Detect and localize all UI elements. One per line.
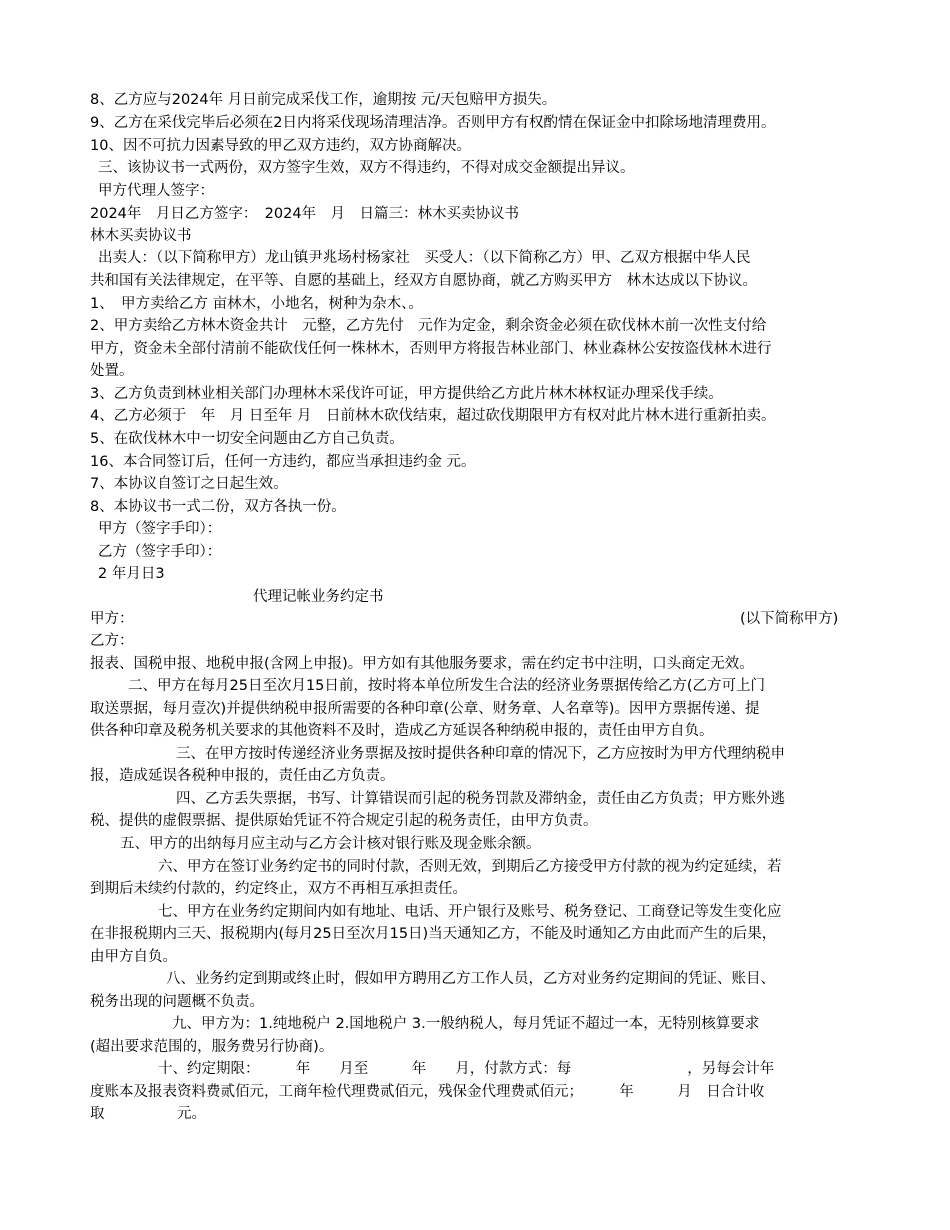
text-line: 三、该协议书一式两份，双方签字生效，双方不得违约，不得对成交金额提出异议。 (98, 160, 635, 176)
text-line: 2、甲方卖给乙方林木资金共计 元整，乙方先付 元作为定金，剩余资金必须在砍伐林木前一次性支付给 (90, 318, 767, 334)
section-title: 代理记帐业务约定书 (253, 589, 384, 605)
party-a-label: 甲方： (90, 611, 134, 627)
text-line: 供各种印章及税务机关要求的其他资料不及时，造成乙方延误各种纳税申报的，责任由甲方自负。 (90, 723, 714, 739)
text-line: 由甲方自负。 (90, 949, 177, 965)
text-line: 2 年月日3 (98, 566, 165, 582)
text-line: 取 元。 (90, 1106, 206, 1122)
text-line: 5、在砍伐林木中一切安全问题由乙方自己负责。 (90, 431, 404, 447)
text-line: 10、因不可抗力因素导致的甲乙双方违约，双方协商解决。 (90, 138, 471, 154)
party-a-abbreviation: (以下简称甲方) (740, 611, 839, 627)
text-line: 林木买卖协议书 (90, 228, 192, 244)
text-line: 甲方，资金未全部付清前不能砍伐任何一株林木，否则甲方将报告林业部门、林业森林公安按盗伐林木进行 (90, 341, 772, 357)
text-line: 到期后未续约付款的，约定终止，双方不再相互承担责任。 (90, 881, 467, 897)
text-line: 8、乙方应与2024年 月日前完成采伐工作，逾期按 元/天包赔甲方损失。 (90, 92, 557, 108)
text-line: 九、甲方为：1.纯地税户 2.国地税户 3.一般纳税人，每月凭证不超过一本，无特别核算要求 (172, 1016, 760, 1032)
text-line: (超出要求范围的，服务费另行协商)。 (90, 1039, 334, 1055)
text-line: 六、甲方在签订业务约定书的同时付款，否则无效，到期后乙方接受甲方付款的视为约定延续，若 (158, 859, 782, 875)
text-line: 乙方（签字手印）： (98, 544, 222, 560)
text-line: 报表、国税申报、地税申报(含网上申报)。甲方如有其他服务要求，需在约定书中注明，口头商定无效。 (90, 656, 754, 672)
text-line: 税、提供的虚假票据、提供原始凭证不符合规定引起的税务责任，由甲方负责。 (90, 813, 598, 829)
text-line: 在非报税期内三天、报税期内(每月25日至次月15日)当天通知乙方，不能及时通知乙方由此而产生的后果， (90, 926, 777, 942)
text-line: 取送票据，每月壹次)并提供纳税申报所需要的各种印章(公章、财务章、人名章等)。因甲方票据传递、提 (90, 701, 760, 717)
text-line: 报，造成延误各税种申报的，责任由乙方负责。 (90, 768, 395, 784)
text-line: 7、本协议自签订之日起生效。 (90, 476, 288, 492)
text-line: 十、约定期限： 年 月至 年 月，付款方式：每 ，另每会计年 (158, 1061, 775, 1077)
text-line: 共和国有关法律规定，在平等、自愿的基础上，经双方自愿协商，就乙方购买甲方 林木达成以下协议。 (90, 273, 757, 289)
text-line: 甲方（签字手印）： (98, 521, 222, 537)
text-line: 七、甲方在业务约定期间内如有地址、电话、开户银行及账号、税务登记、工商登记等发生变化应 (158, 904, 782, 920)
text-line: 3、乙方负责到林业相关部门办理林木采伐许可证，甲方提供给乙方此片林木林权证办理采伐手续。 (90, 386, 723, 402)
text-line: 二、甲方在每月25日至次月15日前，按时将本单位所发生合法的经济业务票据传给乙方(乙方可上门 (128, 678, 766, 694)
text-line: 五、甲方的出纳每月应主动与乙方会计核对银行账及现金账余额。 (120, 836, 541, 852)
text-line: 四、乙方丢失票据，书写、计算错误而引起的税务罚款及滞纳金，责任由乙方负责；甲方账外逃 (176, 791, 785, 807)
text-line: 甲方代理人签字： (98, 183, 214, 199)
party-a-field (90, 608, 950, 630)
text-line: 16、本合同签订后，任何一方违约，都应当承担违约金 元。 (90, 454, 476, 470)
text-line: 8、本协议书一式二份，双方各执一份。 (90, 499, 346, 515)
party-b-label: 乙方： (90, 633, 134, 649)
text-line: 4、乙方必须于 年 月 日至年 月 日前林木砍伐结束，超过砍伐期限甲方有权对此片林木进行重新拍卖。 (90, 408, 776, 424)
text-line: 税务出现的问题概不负责。 (90, 994, 264, 1010)
text-line: 处置。 (90, 363, 134, 379)
text-line: 9、乙方在采伐完毕后必须在2日内将采伐现场清理洁净。否则甲方有权酌情在保证金中扣除场地清理费用。 (90, 115, 776, 131)
text-line: 2024年 月日乙方签字： 2024年 月 日篇三：林木买卖协议书 (90, 206, 520, 222)
text-line: 三、在甲方按时传递经济业务票据及按时提供各种印章的情况下，乙方应按时为甲方代理纳税申 (176, 746, 785, 762)
text-line: 1、 甲方卖给乙方 亩林木，小地名，树种为杂木、。 (90, 296, 423, 312)
text-line: 八、业务约定到期或终止时，假如甲方聘用乙方工作人员，乙方对业务约定期间的凭证、账目、 (166, 971, 775, 987)
text-line: 度账本及报表资料费贰佰元，工商年检代理费贰佰元，残保金代理费贰佰元； 年 月 日合计收 (90, 1084, 765, 1100)
text-line: 出卖人：（以下简称甲方）龙山镇尹兆场村杨家社 买受人：（以下简称乙方）甲、乙双方根据中华人民 (98, 250, 751, 266)
